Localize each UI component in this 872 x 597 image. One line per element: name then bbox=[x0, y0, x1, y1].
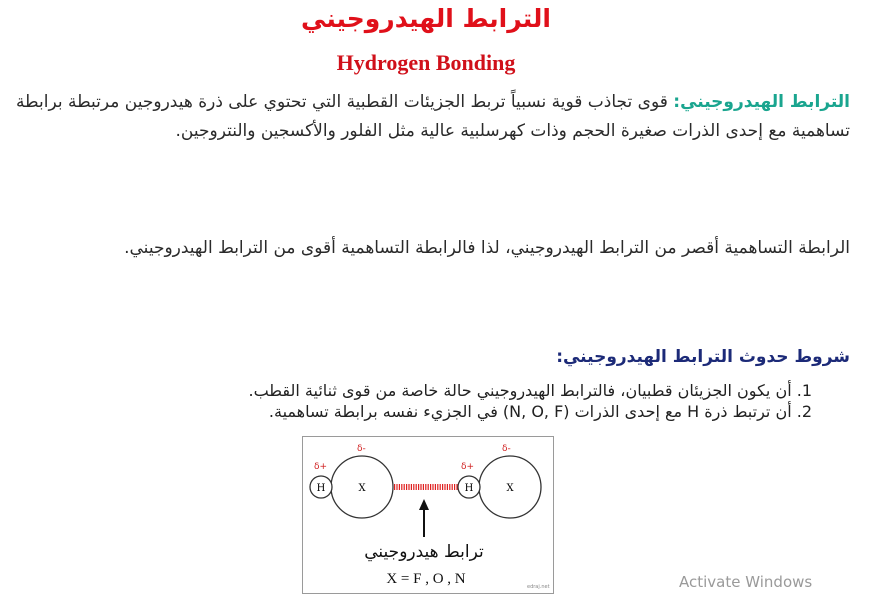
h-atom-left-label: H bbox=[316, 483, 326, 494]
activate-windows-watermark: Activate Windows bbox=[679, 573, 813, 591]
x-atom-right-label: X bbox=[506, 483, 514, 494]
h-atom-right-label: H bbox=[464, 483, 474, 494]
x-atom-left-label: X bbox=[358, 483, 366, 494]
hydrogen-bond-diagram bbox=[302, 436, 554, 594]
delta-minus-label-right: δ- bbox=[502, 444, 511, 454]
diagram-svg bbox=[303, 437, 553, 593]
delta-plus-label-left: δ+ bbox=[314, 462, 328, 472]
definition-text: قوى تجاذب قوية نسبياً تربط الجزيئات القطبية التي تحتوي على ذرة هيدروجين مرتبطة برابطة تساهمية مع إحدى الذرات صغيرة الحجم وذات كهرسلبية عالية مثل الفلور والأكسجين والنتروجين. bbox=[15, 92, 850, 141]
comparison-paragraph: الرابطة التساهمية أقصر من الترابط الهيدروجيني، لذا فالرابطة التساهمية أقوى من الترابط الهيدروجيني. bbox=[124, 238, 850, 258]
definition-paragraph bbox=[10, 88, 850, 146]
page-title-arabic: الترابط الهيدروجيني bbox=[301, 4, 551, 33]
conditions-heading: شروط حدوث الترابط الهيدروجيني: bbox=[556, 347, 850, 367]
condition-item-2: 2. أن ترتبط ذرة H مع إحدى الذرات (N, O, F) في الجزيء نفسه برابطة تساهمية. bbox=[268, 402, 812, 421]
page-title-english: Hydrogen Bonding bbox=[336, 50, 516, 75]
diagram-caption: ترابط هيدروجيني bbox=[364, 542, 484, 562]
conditions-list bbox=[52, 380, 812, 422]
condition-item-1: 1. أن يكون الجزيئان قطبيان، فالترابط الهيدروجيني حالة خاصة من قوى ثنائية القطب. bbox=[248, 381, 812, 400]
delta-plus-label-right: δ+ bbox=[461, 462, 475, 472]
diagram-legend: X = F , O , N bbox=[386, 571, 466, 587]
delta-minus-label-left: δ- bbox=[357, 444, 366, 454]
definition-term: الترابط الهيدروجيني: bbox=[673, 92, 850, 112]
arrow-head bbox=[419, 499, 429, 510]
diagram-credit: edraj.net bbox=[527, 584, 550, 590]
